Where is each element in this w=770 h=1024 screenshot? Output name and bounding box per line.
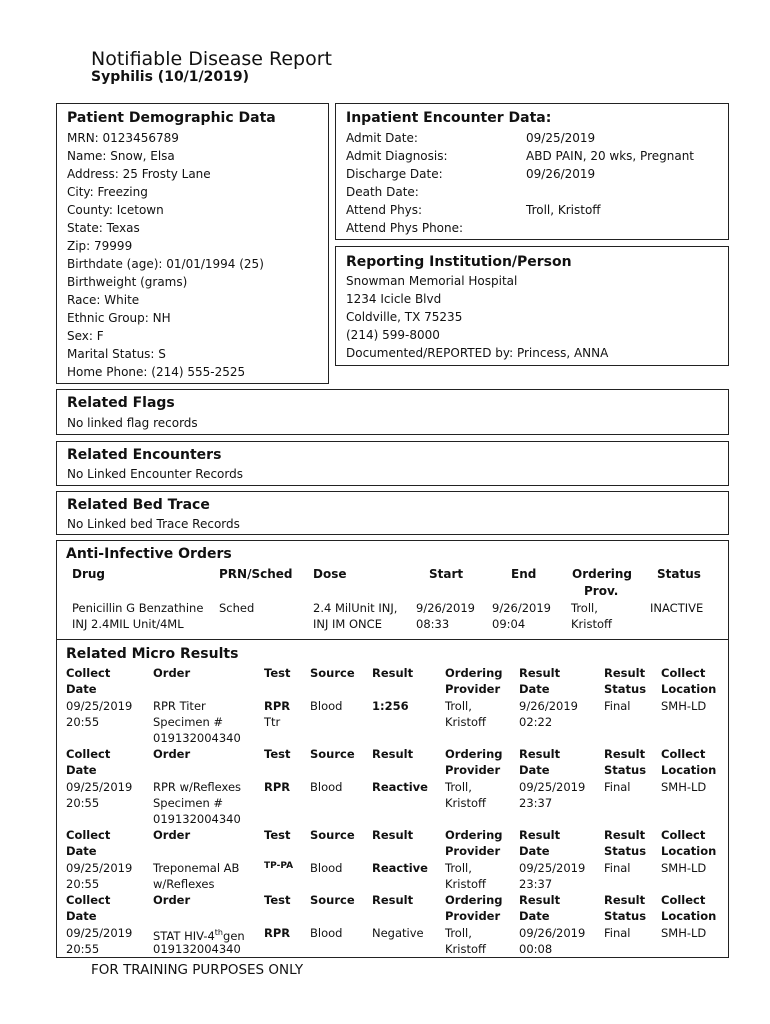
orders-col-status: Status: [657, 567, 701, 581]
related-flags-box: [56, 389, 729, 435]
micro-order-text: RPR Titer: [153, 699, 206, 713]
inpatient-value: Troll, Kristoff: [526, 203, 601, 217]
order-provider-line1: Troll,: [571, 601, 598, 615]
micro-hdr-collect-location: Collect: [661, 747, 706, 761]
order-start-date: 9/26/2019: [416, 601, 475, 615]
micro-hdr-result: Result: [372, 893, 414, 907]
inpatient-value: 09/25/2019: [526, 131, 596, 145]
micro-hdr-order: Order: [153, 666, 191, 680]
micro-collect-time: 20:55: [66, 796, 100, 810]
orders-col-drug: Drug: [72, 567, 106, 581]
micro-result-time: 23:37: [519, 796, 553, 810]
micro-result-time: 23:37: [519, 877, 553, 891]
micro-hdr-collect-location2: Location: [661, 682, 717, 696]
micro-hdr-ordering: Ordering: [445, 828, 503, 842]
micro-result-status: Final: [604, 926, 631, 940]
micro-order-text-suffix: gen: [223, 928, 245, 943]
micro-hdr-result-status: Result: [604, 747, 646, 761]
micro-test: RPR: [264, 926, 291, 940]
inpatient-row: [346, 129, 726, 147]
micro-hdr-result-date: Result: [519, 893, 561, 907]
micro-hdr-result-date2: Date: [519, 844, 550, 858]
inpatient-rows: [346, 129, 726, 237]
inpatient-row: [346, 219, 726, 237]
order-drug-line1: Penicillin G Benzathine: [72, 601, 204, 615]
inpatient-value: ABD PAIN, 20 wks, Pregnant: [526, 149, 695, 163]
micro-hdr-collect-location2: Location: [661, 844, 717, 858]
patient-line: Marital Status: S: [67, 347, 166, 361]
micro-hdr-date: Date: [66, 763, 97, 777]
micro-hdr-result-status: Result: [604, 828, 646, 842]
micro-result-date: 09/25/2019: [519, 780, 586, 794]
order-start: [416, 600, 475, 632]
micro-hdr-provider: Provider: [445, 909, 501, 923]
micro-hdr-collect-location: Collect: [661, 828, 706, 842]
inpatient-label: Death Date:: [346, 185, 419, 199]
order-provider: [571, 600, 612, 632]
micro-provider-line1: Troll,: [445, 699, 472, 713]
micro-hdr-date: Date: [66, 682, 97, 696]
encounters-heading: Related Encounters: [67, 447, 222, 463]
micro-hdr-test: Test: [264, 747, 291, 761]
micro-order-line2: Specimen #: [153, 715, 224, 729]
patient-line: Address: 25 Frosty Lane: [67, 167, 211, 181]
micro-result-status: Final: [604, 780, 631, 794]
micro-provider-line1: Troll,: [445, 780, 472, 794]
micro-hdr-collect-location2: Location: [661, 909, 717, 923]
micro-hdr-order: Order: [153, 828, 191, 842]
bedtrace-heading: Related Bed Trace: [67, 497, 210, 513]
micro-order-text: Treponemal AB: [153, 861, 240, 875]
order-start-time: 08:33: [416, 617, 450, 631]
order-dose-line1: 2.4 MilUnit INJ,: [313, 601, 398, 615]
inpatient-row: [346, 183, 726, 201]
reporting-line: Snowman Memorial Hospital: [346, 274, 518, 288]
bedtrace-text: No Linked bed Trace Records: [67, 517, 240, 531]
flags-text: No linked flag records: [67, 416, 198, 430]
micro-hdr-result-date2: Date: [519, 682, 550, 696]
micro-hdr-ordering: Ordering: [445, 747, 503, 761]
orders-col-start: Start: [429, 567, 464, 581]
micro-source: Blood: [310, 780, 343, 794]
micro-collect-time: 20:55: [66, 715, 100, 729]
reporting-lines: [346, 272, 608, 362]
patient-line: Home Phone: (214) 555-2525: [67, 365, 246, 379]
micro-hdr-result-date: Result: [519, 828, 561, 842]
micro-result-status: Final: [604, 861, 631, 875]
micro-hdr-result-date2: Date: [519, 909, 550, 923]
micro-hdr-ordering: Ordering: [445, 666, 503, 680]
inpatient-label: Discharge Date:: [346, 167, 443, 181]
micro-hdr-collect: Collect: [66, 666, 111, 680]
patient-line: Race: White: [67, 293, 140, 307]
micro-order-superscript: th: [214, 928, 224, 937]
micro-collect-date: 09/25/2019: [66, 780, 133, 794]
micro-hdr-result-status2: Status: [604, 909, 647, 923]
inpatient-row: [346, 201, 726, 219]
inpatient-label: Attend Phys Phone:: [346, 221, 464, 235]
inpatient-row: [346, 165, 726, 183]
order-end-date: 9/26/2019: [492, 601, 551, 615]
micro-order-line2: Specimen #: [153, 796, 224, 810]
reporting-line: Coldville, TX 75235: [346, 310, 463, 324]
orders-col-dose: Dose: [313, 567, 347, 581]
micro-hdr-result-status2: Status: [604, 763, 647, 777]
micro-hdr-collect: Collect: [66, 828, 111, 842]
report-subtitle: Syphilis (10/1/2019): [91, 69, 250, 85]
order-prn: Sched: [219, 601, 255, 615]
micro-hdr-result-status2: Status: [604, 682, 647, 696]
micro-provider-line1: Troll,: [445, 861, 472, 875]
micro-hdr-result: Result: [372, 747, 414, 761]
reporting-heading: Reporting Institution/Person: [346, 254, 572, 270]
reporting-line: Documented/REPORTED by: Princess, ANNA: [346, 346, 609, 360]
micro-hdr-collect: Collect: [66, 747, 111, 761]
micro-source: Blood: [310, 699, 343, 713]
patient-line: Ethnic Group: NH: [67, 311, 171, 325]
micro-order-line2: w/Reflexes: [153, 877, 215, 891]
micro-hdr-ordering: Ordering: [445, 893, 503, 907]
micro-test: TP-PA: [264, 861, 294, 871]
reporting-line: 1234 Icicle Blvd: [346, 292, 442, 306]
micro-hdr-collect-location2: Location: [661, 763, 717, 777]
micro-source: Blood: [310, 926, 343, 940]
order-status: INACTIVE: [650, 601, 704, 615]
micro-test-line2: Ttr: [264, 715, 281, 729]
micro-result: Reactive: [372, 780, 428, 794]
micro-hdr-test: Test: [264, 666, 291, 680]
micro-hdr-source: Source: [310, 828, 355, 842]
orders-col-ordering: Ordering: [572, 567, 633, 581]
patient-line: Sex: F: [67, 329, 104, 343]
micro-provider-line1: Troll,: [445, 926, 472, 940]
micro-hdr-source: Source: [310, 666, 355, 680]
inpatient-encounter-box: [335, 103, 729, 240]
micro-collect-time: 20:55: [66, 877, 100, 891]
patient-line: Zip: 79999: [67, 239, 133, 253]
reporting-box: [335, 246, 729, 366]
micro-result-status: Final: [604, 699, 631, 713]
micro-hdr-collect-location: Collect: [661, 666, 706, 680]
micro-hdr-result-date: Result: [519, 666, 561, 680]
related-bed-trace-box: [56, 491, 729, 535]
orders-col-end: End: [511, 567, 537, 581]
micro-result-time: 00:08: [519, 942, 553, 956]
micro-hdr-date: Date: [66, 844, 97, 858]
micro-hdr-result-date2: Date: [519, 763, 550, 777]
micro-hdr-collect: Collect: [66, 893, 111, 907]
micro-hdr-test: Test: [264, 828, 291, 842]
inpatient-label: Admit Date:: [346, 131, 418, 145]
micro-collect-location: SMH-LD: [661, 861, 707, 875]
micro-order-text: STAT HIV-4: [153, 928, 215, 943]
inpatient-label: Attend Phys:: [346, 203, 423, 217]
micro-hdr-result: Result: [372, 828, 414, 842]
micro-hdr-source: Source: [310, 893, 355, 907]
reporting-line: (214) 599-8000: [346, 328, 440, 342]
related-encounters-box: [56, 441, 729, 486]
micro-result: Negative: [372, 926, 424, 940]
patient-line: Birthweight (grams): [67, 275, 188, 289]
micro-provider-line2: Kristoff: [445, 877, 486, 891]
micro-hdr-order: Order: [153, 893, 191, 907]
micro-collect-date: 09/25/2019: [66, 861, 133, 875]
micro-collect-location: SMH-LD: [661, 780, 707, 794]
patient-line: Name: Snow, Elsa: [67, 149, 175, 163]
micro-hdr-result: Result: [372, 666, 414, 680]
footer-note: FOR TRAINING PURPOSES ONLY: [91, 962, 304, 978]
order-dose: [313, 600, 397, 632]
report-title: Notifiable Disease Report: [91, 48, 332, 70]
micro-hdr-result-date: Result: [519, 747, 561, 761]
patient-line: City: Freezing: [67, 185, 148, 199]
micro-hdr-provider: Provider: [445, 763, 501, 777]
micro-collect-time: 20:55: [66, 942, 100, 956]
micro-order-line2: 019132004340: [153, 942, 241, 956]
orders-col-prn: PRN/Sched: [219, 567, 293, 581]
micro-test: RPR: [264, 699, 291, 713]
patient-line: State: Texas: [67, 221, 140, 235]
order-drug: [72, 600, 203, 632]
micro-hdr-result-status: Result: [604, 666, 646, 680]
micro-hdr-date: Date: [66, 909, 97, 923]
micro-heading: Related Micro Results: [66, 646, 239, 662]
patient-heading: Patient Demographic Data: [67, 110, 276, 126]
micro-provider-line2: Kristoff: [445, 796, 486, 810]
section-divider: [56, 639, 729, 640]
micro-result-date: 09/26/2019: [519, 926, 586, 940]
micro-hdr-result-status2: Status: [604, 844, 647, 858]
order-end: [492, 600, 551, 632]
micro-result: 1:256: [372, 699, 409, 713]
order-end-time: 09:04: [492, 617, 526, 631]
order-dose-line2: INJ IM ONCE: [313, 617, 382, 631]
micro-collect-date: 09/25/2019: [66, 699, 133, 713]
patient-line: Birthdate (age): 01/01/1994 (25): [67, 257, 264, 271]
flags-heading: Related Flags: [67, 395, 175, 411]
inpatient-label: Admit Diagnosis:: [346, 149, 448, 163]
micro-hdr-source: Source: [310, 747, 355, 761]
micro-hdr-provider: Provider: [445, 682, 501, 696]
micro-collect-location: SMH-LD: [661, 699, 707, 713]
micro-result-date: 9/26/2019: [519, 699, 578, 713]
micro-result-date: 09/25/2019: [519, 861, 586, 875]
micro-result: Reactive: [372, 861, 428, 875]
micro-order-line3: 019132004340: [153, 812, 241, 826]
micro-order-text: RPR w/Reflexes: [153, 780, 242, 794]
orders-heading: Anti-Infective Orders: [66, 546, 232, 562]
patient-line: County: Icetown: [67, 203, 164, 217]
micro-order-line1: [153, 698, 206, 714]
micro-provider-line2: Kristoff: [445, 715, 486, 729]
micro-hdr-test: Test: [264, 893, 291, 907]
micro-source: Blood: [310, 861, 343, 875]
inpatient-value: 09/26/2019: [526, 167, 596, 181]
inpatient-row: [346, 147, 726, 165]
patient-lines: [67, 129, 264, 381]
encounters-text: No Linked Encounter Records: [67, 467, 243, 481]
patient-line: MRN: 0123456789: [67, 131, 179, 145]
micro-result-time: 02:22: [519, 715, 553, 729]
micro-provider-line2: Kristoff: [445, 942, 486, 956]
micro-order-line1: [153, 779, 241, 795]
patient-demographic-box: [56, 103, 329, 384]
micro-test: RPR: [264, 780, 291, 794]
order-provider-line2: Kristoff: [571, 617, 612, 631]
micro-collect-date: 09/25/2019: [66, 926, 133, 940]
micro-order-line3: 019132004340: [153, 731, 241, 745]
order-drug-line2: INJ 2.4MIL Unit/4ML: [72, 617, 184, 631]
micro-hdr-order: Order: [153, 747, 191, 761]
orders-col-prov: Prov.: [584, 584, 619, 598]
micro-collect-location: SMH-LD: [661, 926, 707, 940]
micro-hdr-result-status: Result: [604, 893, 646, 907]
micro-hdr-provider: Provider: [445, 844, 501, 858]
micro-order-line1: [153, 860, 239, 876]
inpatient-heading: Inpatient Encounter Data:: [346, 110, 552, 126]
micro-hdr-collect-location: Collect: [661, 893, 706, 907]
